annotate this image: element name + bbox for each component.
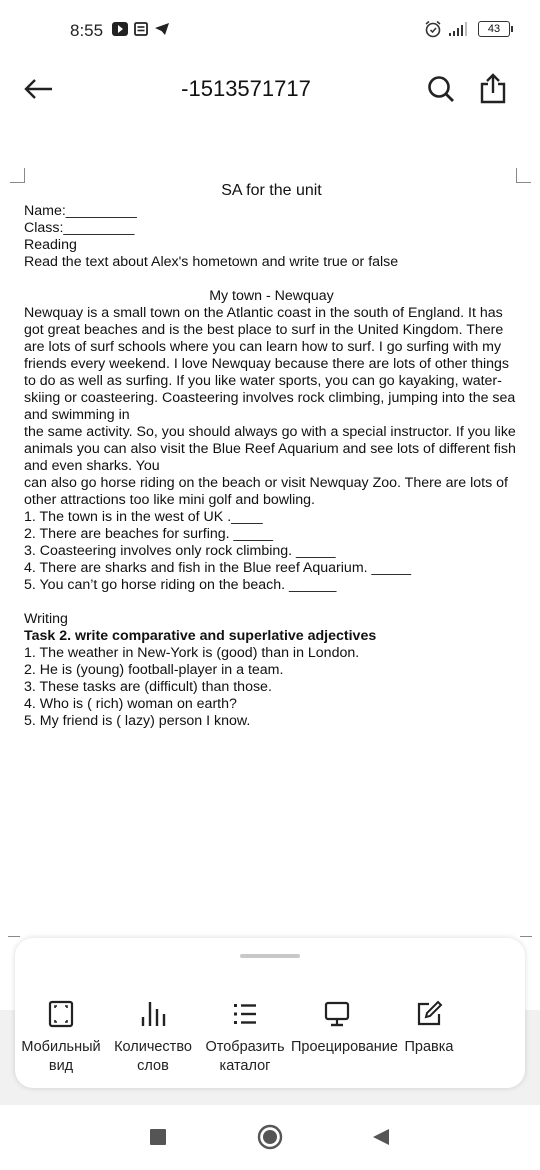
task-item: 3. These tasks are (difficult) than those. [24,679,272,695]
video-play-icon [112,22,128,36]
drag-handle[interactable] [240,954,300,958]
status-system-icons [424,20,510,38]
list-icon [231,1000,259,1028]
edit-icon [415,1000,443,1028]
edit-label: Правка [404,1039,454,1055]
battery-icon: 43 [478,21,510,37]
app-bar [0,62,540,118]
question-item: 1. The town is in the west of UK .____ [24,509,263,525]
task-item: 4. Who is ( rich) woman on earth? [24,696,237,712]
status-time: 8:55 [70,21,104,40]
toolbar-actions [15,1000,525,1076]
telegram-icon [154,22,170,36]
status-notification-icons [112,22,170,36]
system-nav-bar [0,1105,540,1170]
projection-label: Проецирование [291,1039,398,1055]
word-count-button[interactable] [107,1000,199,1076]
show-toc-button[interactable] [199,1000,291,1076]
task-2-heading: Task 2. write comparative and superlative adjectives [24,628,377,644]
reading-instruction: Read the text about Alex's hometown and write true or false [24,254,399,270]
task-item: 2. He is (young) football-player in a team. [24,662,284,678]
home-icon[interactable] [257,1124,283,1150]
show-toc-label: Отобразить каталог [205,1039,285,1074]
back-nav-icon[interactable] [372,1128,390,1146]
question-item: 2. There are beaches for surfing. _____ [24,526,273,542]
projection-button[interactable] [291,1000,398,1076]
bottom-toolbar-sheet [15,938,525,1088]
recent-apps-icon[interactable] [150,1129,166,1145]
document-content [24,182,519,730]
search-icon[interactable] [426,74,456,104]
monitor-icon [323,1000,351,1028]
alarm-icon [424,20,442,38]
task-item: 5. My friend is ( lazy) person I know. [24,713,251,729]
section-writing: Writing [24,611,68,627]
doc-header: SA for the unit [221,182,322,199]
mobile-view-button[interactable] [15,1000,107,1076]
question-item: 5. You can’t go horse riding on the beach. ______ [24,577,337,593]
paragraph-3: can also go horse riding on the beach or visit Newquay Zoo. There are lots of other attractions too like mini golf and bowling. [24,475,508,508]
page-corner-top-right [516,168,531,183]
paragraph-2: the same activity. So, you should always go with a special instructor. If you like animals you can also visit the Blue Reef Aquarium and see lots of different fish and even sharks. You [24,424,516,474]
share-icon[interactable] [478,72,508,104]
task-item: 1. The weather in New-York is (good) than in London. [24,645,360,661]
class-field-label: Class:_________ [24,220,135,236]
question-item: 4. There are sharks and fish in the Blue reef Aquarium. _____ [24,560,411,576]
name-field-label: Name:_________ [24,203,137,219]
question-item: 3. Coasteering involves only rock climbing. _____ [24,543,336,559]
word-count-icon [139,1000,167,1028]
word-count-label: Количество слов [114,1039,192,1074]
page-corner-top-left [10,168,25,183]
mobile-view-label: Мобильный вид [21,1039,101,1074]
signal-icon [448,21,472,37]
edit-button[interactable] [383,1000,475,1076]
mobile-view-icon [48,1000,74,1028]
message-icon [134,22,148,36]
section-reading: Reading [24,237,77,253]
text-title: My town - Newquay [209,288,334,304]
status-bar [0,0,540,62]
document-title: -1513571717 [181,76,311,101]
paragraph-1: Newquay is a small town on the Atlantic coast in the south of England. It has got great beaches and is the best place to surf in the United Kingdom. There are lots of surf schools where you can learn how to surf. I go surfing with my friends every weekend. I love Newquay because there are lots of other things to do as well as surfing. If you like water sports, you can go kayaking, water-skiing or coasteering. Coasteering involves rock climbing, jumping into the sea and swimming in [24,305,516,423]
